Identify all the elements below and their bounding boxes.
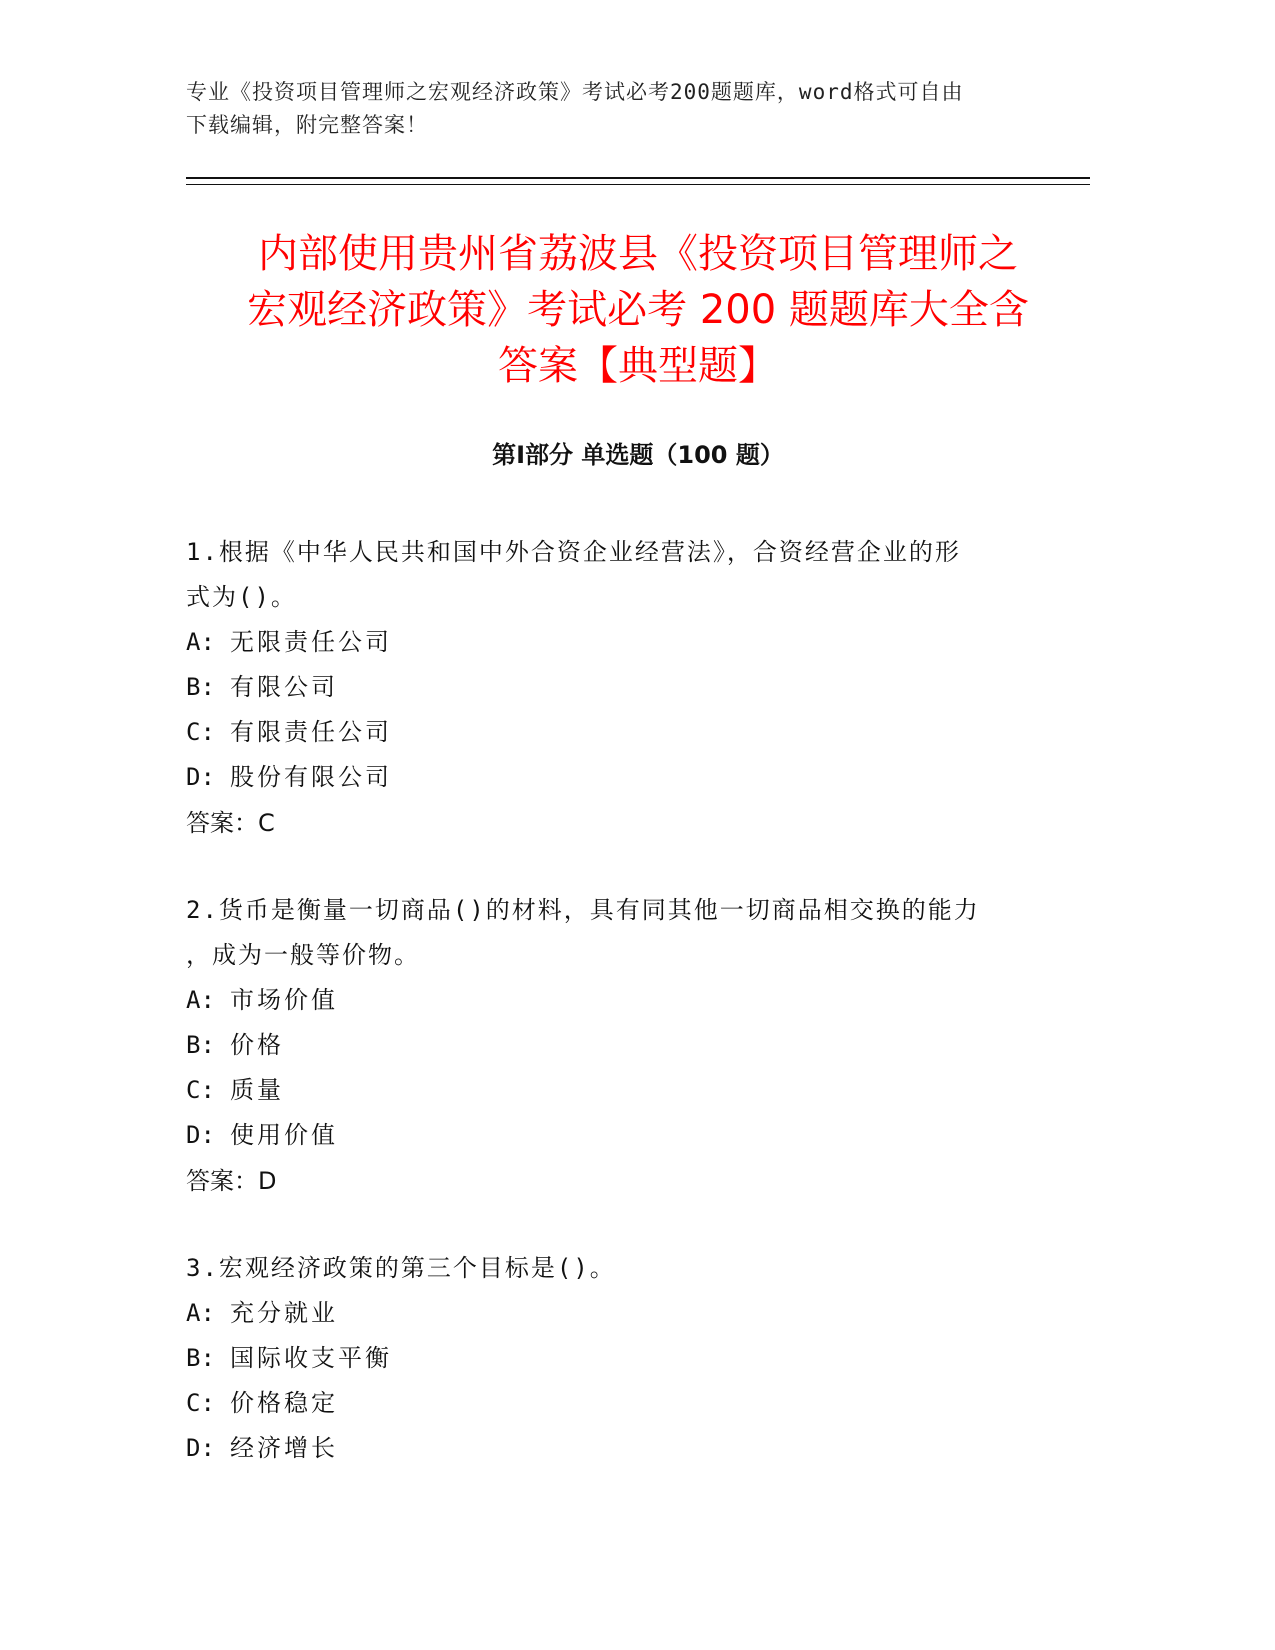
option-c bbox=[186, 1381, 1090, 1426]
section-heading: 第Ⅰ部分 单选题（100 题） bbox=[492, 441, 784, 469]
question-list bbox=[186, 530, 1090, 1513]
answer-line: 答案：C bbox=[186, 809, 275, 837]
option-text: 价格 bbox=[230, 1031, 284, 1059]
option-text: 市场价值 bbox=[230, 986, 338, 1014]
option-a bbox=[186, 620, 1090, 665]
option-letter: A: bbox=[186, 1299, 215, 1327]
header-divider-thick bbox=[186, 177, 1090, 179]
option-letter: A: bbox=[186, 628, 215, 656]
option-letter: B: bbox=[186, 673, 215, 701]
option-letter: B: bbox=[186, 1031, 215, 1059]
document-title-line: 宏观经济政策》考试必考 200 题题库大全含 bbox=[247, 287, 1029, 333]
header-note-line: 下载编辑，附完整答案！ bbox=[186, 113, 428, 137]
question-item bbox=[186, 888, 1090, 1204]
question-stem bbox=[186, 530, 1046, 620]
header-note bbox=[186, 76, 1086, 142]
option-d bbox=[186, 755, 1090, 800]
option-b bbox=[186, 1023, 1090, 1068]
option-text: 无限责任公司 bbox=[230, 628, 392, 656]
option-letter: B: bbox=[186, 1344, 215, 1372]
option-text: 有限责任公司 bbox=[230, 718, 392, 746]
option-c bbox=[186, 1068, 1090, 1113]
question-stem-line: 1.根据《中华人民共和国中外合资企业经营法》，合资经营企业的形 bbox=[186, 538, 961, 566]
question-stem-line: ，成为一般等价物。 bbox=[186, 941, 420, 969]
option-b bbox=[186, 665, 1090, 710]
option-letter: D: bbox=[186, 1434, 215, 1462]
option-text: 使用价值 bbox=[230, 1121, 338, 1149]
option-a bbox=[186, 1291, 1090, 1336]
document-title-line: 内部使用贵州省荔波县《投资项目管理师之 bbox=[258, 231, 1018, 277]
header-note-line: 专业《投资项目管理师之宏观经济政策》考试必考200题题库，word格式可自由 bbox=[186, 80, 964, 104]
question-stem bbox=[186, 888, 1046, 978]
option-c bbox=[186, 710, 1090, 755]
question-stem-line: 式为()。 bbox=[186, 583, 297, 611]
option-letter: C: bbox=[186, 1389, 215, 1417]
option-text: 经济增长 bbox=[230, 1434, 338, 1462]
option-d bbox=[186, 1113, 1090, 1158]
option-text: 国际收支平衡 bbox=[230, 1344, 392, 1372]
option-a bbox=[186, 978, 1090, 1023]
option-letter: D: bbox=[186, 1121, 215, 1149]
option-letter: D: bbox=[186, 763, 215, 791]
option-b bbox=[186, 1336, 1090, 1381]
question-stem-line: 3.宏观经济政策的第三个目标是()。 bbox=[186, 1254, 616, 1282]
option-letter: A: bbox=[186, 986, 215, 1014]
answer-line: 答案：D bbox=[186, 1167, 277, 1195]
question-stem-line: 2.货币是衡量一切商品()的材料，具有同其他一切商品相交换的能力 bbox=[186, 896, 980, 924]
question-stem bbox=[186, 1246, 1046, 1291]
option-letter: C: bbox=[186, 718, 215, 746]
option-text: 质量 bbox=[230, 1076, 284, 1104]
option-letter: C: bbox=[186, 1076, 215, 1104]
document-title bbox=[180, 226, 1096, 394]
header-divider-thin bbox=[186, 184, 1090, 185]
question-item bbox=[186, 530, 1090, 846]
option-d bbox=[186, 1426, 1090, 1471]
question-item bbox=[186, 1246, 1090, 1471]
option-text: 价格稳定 bbox=[230, 1389, 338, 1417]
option-text: 股份有限公司 bbox=[230, 763, 392, 791]
option-text: 有限公司 bbox=[230, 673, 338, 701]
document-title-line: 答案【典型题】 bbox=[498, 343, 778, 389]
option-text: 充分就业 bbox=[230, 1299, 338, 1327]
